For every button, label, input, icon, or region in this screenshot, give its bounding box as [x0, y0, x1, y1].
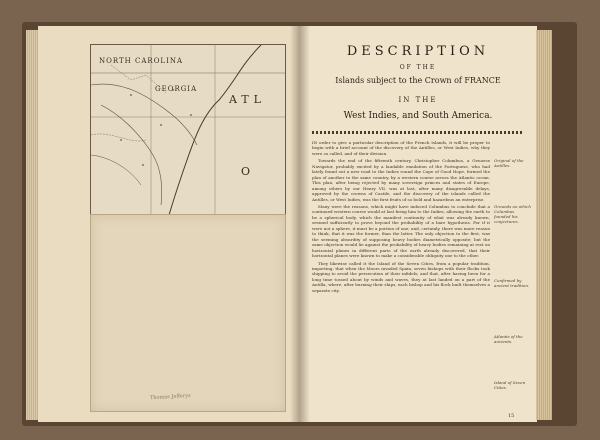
paragraph: Towards the end of the fifteenth century, Christopher Columbus, a Genoese Navigator, probably excited by a laudable emulation of the Portuguese, who had lately found out a new road to the Indies round the Cape of Good Hope, formed the plan of another to the same country, by a western course across the Atlantic ocean. This plan, after being rejected by many sovereign princes and states of Europe, among others by our Henry VII. was at last, after many disagreeable delays, approved by the crowns of Castile, and the discovery of the islands called the Antilles, or West Indies, was the first fruits of so bold and hazardous an enterprise. — [312, 158, 490, 202]
title-west-indies: West Indies, and South America. — [343, 111, 493, 121]
title-of-the: OF THE — [399, 64, 437, 71]
margin-note: Atlantis of the ancients. — [494, 334, 523, 344]
paragraph: IN order to give a particular description of the French Islands, it will be proper to begin with a brief account of the discovery of the Antilles, or West Indies, why they were so called, and of their division. — [312, 140, 490, 156]
map-signature: Thomas Jefferys — [149, 392, 191, 402]
paragraph: They likewise called it the Island of the Seven Cities, from a popular tradition, importing, that when the Moors invaded Spain, seven bishops with their flocks took shipping to avoid the persecution of their infidels; and that, after having been for a long time tossed about by winds and waves, they at last landed on a part of the Antilla, where, after burning their ships, each bishop and his flock built themselves a separate city. — [312, 260, 490, 293]
right-page-edges — [536, 30, 552, 420]
map-label-ocean: O — [241, 165, 256, 178]
ornamental-rule — [312, 131, 522, 134]
margin-note: Confirmed by ancient tradition. — [494, 278, 530, 288]
margin-note: Grounds on which Columbus founded his conjectures. — [494, 204, 531, 224]
margin-note: Island of Seven Cities. — [494, 380, 526, 390]
body-text — [312, 140, 490, 410]
page-number: 15 — [508, 413, 515, 419]
title-islands: Islands subject to the Crown of FRANCE — [335, 76, 501, 85]
paragraph: Many were the reasons, which might have induced Columbus to conclude that a continued western course would at last bring him to the Indies, allowing the earth to be a spherical body, which the manifest continuity of what was already known, seemed sufficiently to prove beyond the probability of a bare hypothesis. For if it were not a sphere, it must be a portion of one; and, certainly, there was more reason to think, that it was the former, than the latter. The only objection to the first, was the seeming absurdity of supposing heavy bodies diametrically opposite; but the same objection would lie against the probability of heavy bodies remaining at rest on horizontal planes in different parts of the earth already discovered, that their horizontal planes were known to make a considerable obliquity one to the other. — [312, 203, 490, 259]
map-drawing — [91, 45, 285, 215]
title-description: DESCRIPTION — [346, 44, 490, 59]
title-in-the: IN THE — [398, 96, 438, 104]
map-plate — [90, 44, 286, 216]
map-folded-sheet — [90, 214, 286, 412]
map-label-north-carolina: NORTH CAROLINA — [99, 57, 184, 65]
margin-note: Original of the Antilles. — [494, 158, 524, 168]
map-label-georgia: GEORGIA — [155, 85, 198, 93]
book-gutter — [290, 26, 310, 422]
map-label-atlantic: ATL — [229, 93, 266, 106]
